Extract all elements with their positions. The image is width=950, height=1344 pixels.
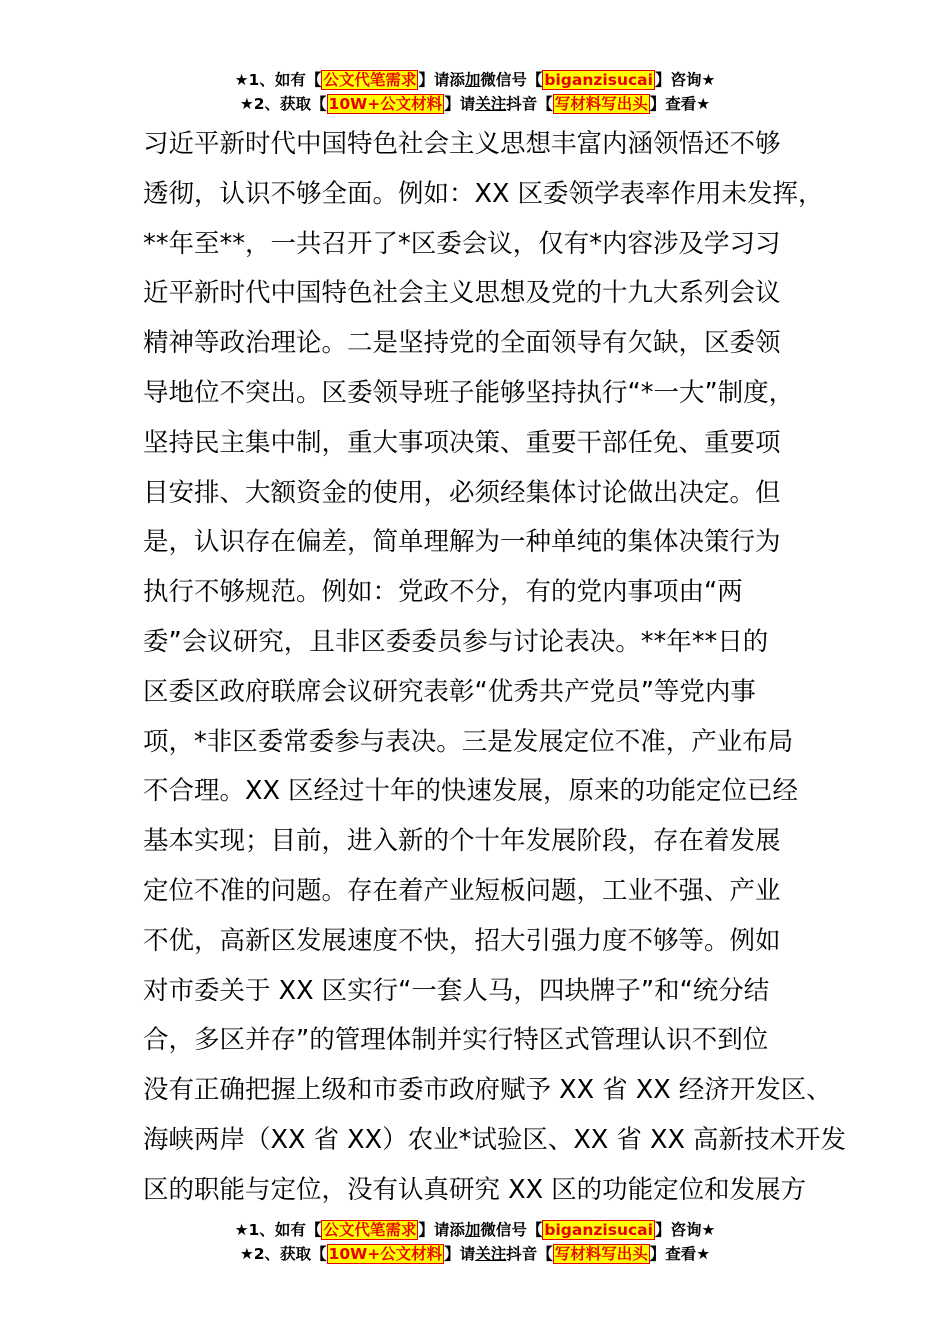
- highlight-service: 公文代笔需求: [323, 1221, 417, 1239]
- banner-text: 】请添: [418, 1221, 465, 1239]
- body-line: 习近平新时代中国特色社会主义思想丰富内涵领悟还不够: [143, 129, 781, 159]
- body-line: **年至**，一共召开了*区委会议，仅有*内容涉及学习习: [143, 228, 781, 259]
- body-line: 基本实现；目前，进入新的个十年发展阶段，存在着发展: [143, 826, 781, 857]
- body-line: 区的职能与定位，没有认真研究 XX 区的功能定位和发展方: [143, 1174, 807, 1205]
- banner-text: 】咨询★: [654, 1221, 716, 1239]
- banner-text: 】请: [444, 95, 476, 113]
- body-line: 近平新时代中国特色社会主义思想及党的十九大系列会议: [143, 278, 781, 309]
- body-line: 委”会议研究，且非区委委员参与讨论表决。**年**日的: [143, 626, 769, 657]
- highlight-douyin-account: 写材料写出头: [554, 95, 648, 113]
- highlight-douyin-account: 写材料写出头: [554, 1245, 648, 1263]
- body-line: 不优，高新区发展速度不快，招大引强力度不够等。例如: [143, 925, 781, 956]
- highlight-materials: 10W+公文材料: [328, 1245, 443, 1263]
- body-line: 精神等政治理论。二是坚持党的全面领导有欠缺，区委领: [143, 328, 781, 359]
- banner-text: 】查看★: [649, 1245, 711, 1263]
- body-line: 执行不够规范。例如：党政不分，有的党内事项由“两: [143, 577, 743, 608]
- header-banner: [0, 68, 950, 116]
- banner-text: ★1、如有【: [234, 71, 322, 89]
- banner-text: 】请: [444, 1245, 476, 1263]
- banner-line-2: [0, 92, 950, 116]
- body-line: 项，*非区委常委参与表决。三是发展定位不准，产业布局: [143, 726, 794, 757]
- banner-underlined-text: 关注: [475, 95, 507, 113]
- body-line: 没有正确把握上级和市委市政府赋予 XX 省 XX 经济开发区、: [143, 1075, 832, 1106]
- document-body: [143, 120, 847, 1216]
- banner-line-1: [0, 1218, 950, 1242]
- banner-text: 微信号【: [480, 1221, 543, 1239]
- banner-text: ★2、获取【: [239, 1245, 327, 1263]
- body-line: 是，认识存在偏差，简单理解为一种单纯的集体决策行为: [143, 527, 781, 558]
- highlight-service: 公文代笔需求: [323, 71, 417, 89]
- body-line: 导地位不突出。区委领导班子能够坚持执行“*一大”制度，: [143, 377, 795, 408]
- highlight-wechat-id: biganzisucai: [544, 71, 653, 89]
- body-line: 海峡两岸（XX 省 XX）农业*试验区、XX 省 XX 高新技术开发: [143, 1124, 847, 1155]
- banner-line-2: [0, 1242, 950, 1266]
- body-line: 对市委关于 XX 区实行“一套人马，四块牌子”和“统分结: [143, 975, 770, 1006]
- banner-text: 】请添: [418, 71, 465, 89]
- body-line: 透彻，认识不够全面。例如：XX 区委领学表率作用未发挥，: [143, 178, 824, 209]
- banner-text: ★1、如有【: [234, 1221, 322, 1239]
- banner-line-1: [0, 68, 950, 92]
- banner-underlined-text: 加: [464, 1221, 481, 1239]
- banner-text: 】咨询★: [654, 71, 716, 89]
- body-line: 目安排、大额资金的使用，必须经集体讨论做出决定。但: [143, 477, 781, 508]
- body-line: 区委区政府联席会议研究表彰“优秀共产党员”等党内事: [143, 676, 756, 707]
- highlight-wechat-id: biganzisucai: [544, 1221, 653, 1239]
- banner-text: 微信号【: [480, 71, 543, 89]
- body-line: 定位不准的问题。存在着产业短板问题，工业不强、产业: [143, 875, 781, 906]
- body-line: 不合理。XX 区经过十年的快速发展，原来的功能定位已经: [143, 776, 799, 807]
- footer-banner: [0, 1218, 950, 1266]
- banner-text: 抖音【: [506, 1245, 553, 1263]
- banner-text: 】查看★: [649, 95, 711, 113]
- banner-text: ★2、获取【: [239, 95, 327, 113]
- banner-underlined-text: 关注: [475, 1245, 507, 1263]
- body-line: 坚持民主集中制，重大事项决策、重要干部任免、重要项: [143, 427, 781, 458]
- banner-text: 抖音【: [506, 95, 553, 113]
- highlight-materials: 10W+公文材料: [328, 95, 443, 113]
- banner-underlined-text: 加: [464, 71, 481, 89]
- body-line: 合，多区并存”的管理体制并实行特区式管理认识不到位: [143, 1025, 769, 1056]
